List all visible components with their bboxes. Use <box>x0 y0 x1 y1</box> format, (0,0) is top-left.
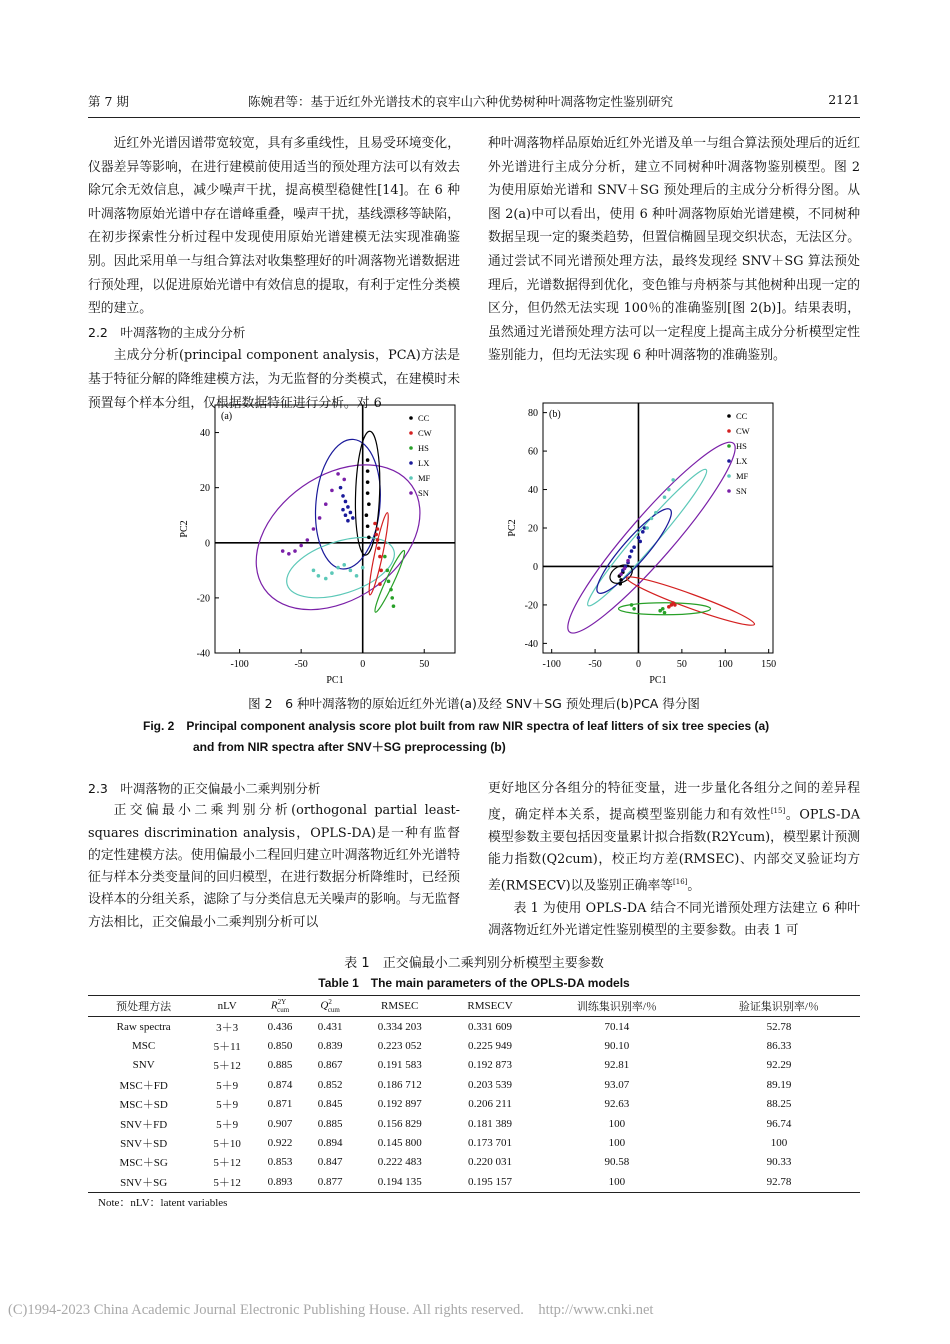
table-cell: 0.181 389 <box>468 1117 513 1130</box>
table-cell: 5＋9 <box>216 1099 239 1112</box>
confidence-ellipse <box>581 463 714 612</box>
data-point <box>383 555 387 559</box>
table-cell: 90.10 <box>604 1040 630 1053</box>
data-point <box>342 478 346 482</box>
page-number: 2121 <box>828 92 860 107</box>
x-tick-label: 0 <box>360 659 366 670</box>
table-cell: 0.191 583 <box>377 1059 422 1072</box>
data-point <box>628 555 632 559</box>
data-point <box>293 549 297 553</box>
data-point <box>351 516 355 520</box>
data-point <box>637 536 641 540</box>
section-heading: 2.2 叶凋落物的主成分分析 <box>88 324 246 340</box>
table-cell: 3＋3 <box>216 1021 239 1034</box>
y-tick-label: -20 <box>196 593 210 605</box>
legend-label: MF <box>736 471 749 481</box>
table-cell: 92.63 <box>604 1098 630 1111</box>
data-point <box>339 486 343 490</box>
x-tick-label: 50 <box>676 659 687 670</box>
data-point <box>341 508 345 512</box>
x-tick-label: -50 <box>294 659 308 670</box>
x-axis-label: PC1 <box>649 675 667 686</box>
data-point <box>287 552 291 556</box>
data-point <box>366 480 370 484</box>
data-point <box>366 491 370 495</box>
x-axis-label: PC1 <box>326 675 344 686</box>
data-point <box>336 566 340 570</box>
y-tick-label: 60 <box>528 446 538 458</box>
legend-label: MF <box>418 473 431 483</box>
table-cell: 0.334 203 <box>377 1020 422 1033</box>
table-cell: 88.25 <box>766 1098 792 1111</box>
table-cell: 0.885 <box>267 1059 293 1072</box>
legend-label: HS <box>418 443 429 453</box>
table-header-cell: RMSECV <box>444 996 536 1017</box>
table-cell: 0.867 <box>317 1059 343 1072</box>
data-point <box>365 513 369 517</box>
y-tick-label: 40 <box>528 485 538 497</box>
x-tick-label: 150 <box>761 659 777 670</box>
legend-marker <box>727 414 731 418</box>
panel-label: (b) <box>549 409 561 420</box>
data-point <box>366 458 370 462</box>
table-cell: 0.877 <box>305 1172 355 1192</box>
table-title-cn: 表 1 正交偏最小二乘判别分析模型主要参数 <box>344 956 604 971</box>
data-point <box>390 596 394 600</box>
data-point <box>377 546 381 550</box>
data-point <box>341 494 345 498</box>
legend-marker <box>727 444 731 448</box>
table-cell: SNV＋SD <box>120 1138 168 1151</box>
bottom-left-column <box>88 778 460 934</box>
table-cell: 0.220 031 <box>468 1156 513 1169</box>
table-cell: SNV＋SG <box>88 1172 199 1192</box>
y-tick-label: 0 <box>205 538 210 550</box>
table-row <box>88 1153 860 1172</box>
data-point <box>630 549 634 553</box>
legend-marker <box>409 416 413 420</box>
legend-label: LX <box>418 458 430 468</box>
pca-plot-b <box>507 403 776 686</box>
table-row <box>88 1095 860 1114</box>
table-cell: 100 <box>770 1137 788 1150</box>
data-point <box>663 495 667 499</box>
y-tick-label: 20 <box>528 523 538 535</box>
table-cell: 0.871 <box>267 1098 293 1111</box>
legend-label: CW <box>736 426 750 436</box>
data-point <box>317 574 321 578</box>
y-axis-label: PC2 <box>179 520 190 538</box>
confidence-ellipse <box>229 435 448 640</box>
data-point <box>346 519 350 523</box>
legend-marker <box>727 489 731 493</box>
data-point <box>638 540 642 544</box>
data-point <box>626 559 630 563</box>
bottom-right-column <box>488 778 860 943</box>
confidence-ellipse <box>624 571 757 631</box>
table-cell: SNV <box>132 1059 155 1072</box>
table-cell: MSC <box>132 1040 156 1053</box>
data-point <box>367 535 371 539</box>
legend-label: LX <box>736 456 748 466</box>
table-cell: 0.847 <box>317 1156 343 1169</box>
y-tick-label: -40 <box>524 638 538 650</box>
table-cell: 0.874 <box>267 1078 293 1091</box>
data-point <box>618 582 622 586</box>
table-cell: 0.850 <box>267 1040 293 1053</box>
x-tick-label: 100 <box>717 659 733 670</box>
confidence-ellipse <box>553 429 750 647</box>
data-point <box>632 607 636 611</box>
confidence-ellipse <box>310 437 385 572</box>
data-point <box>650 517 654 521</box>
data-point <box>387 580 391 584</box>
data-point <box>324 577 328 581</box>
text-run: 。OPLS-DA 模型参数主要包括因变量累计拟合指数(R2Ycum)，模型累计预测能力指数(Q2cum)，校正均方差(RMSEC)、内部交叉验证均方差(RMSECV)以及鉴别正确率等 <box>488 807 861 894</box>
table-row <box>88 1075 860 1094</box>
table-cell: 0.893 <box>255 1172 305 1192</box>
table-cell: 0.203 539 <box>468 1078 513 1091</box>
data-point <box>667 488 671 492</box>
data-point <box>619 572 623 576</box>
table-cell: Raw spectra <box>116 1020 171 1033</box>
table-cell: MSC＋SG <box>119 1157 168 1170</box>
table-cell: 5＋12 <box>213 1060 241 1073</box>
table-cell: 92.78 <box>698 1172 860 1192</box>
data-point <box>376 538 380 542</box>
pca-figure <box>175 395 795 695</box>
data-point <box>324 502 328 506</box>
legend-marker <box>727 429 731 433</box>
x-tick-label: -50 <box>588 659 602 670</box>
y-tick-label: -20 <box>524 600 538 612</box>
table-cell: 5＋11 <box>213 1041 241 1054</box>
table-cell: 0.145 800 <box>377 1137 422 1150</box>
x-tick-label: 0 <box>635 659 641 670</box>
table-cell: SNV＋FD <box>120 1118 168 1131</box>
section-heading: 2.3 叶凋落物的正交偏最小二乘判别分析 <box>88 781 321 796</box>
data-point <box>342 563 346 567</box>
caption-en-line-2: and from NIR spectra after SNV＋SG preprocessing (b) <box>193 740 506 754</box>
data-point <box>661 607 665 611</box>
x-tick-label: -100 <box>230 659 249 670</box>
table-cell: 0.195 157 <box>444 1172 536 1192</box>
y-tick-label: 0 <box>533 561 538 573</box>
table-cell: 0.206 211 <box>468 1098 512 1111</box>
pca-plot-a <box>179 405 455 686</box>
table-cell: 0.192 897 <box>377 1098 422 1111</box>
table-cell: 0.194 135 <box>355 1172 444 1192</box>
table-cell: 0.894 <box>317 1137 343 1150</box>
text-run: 更好地区分各组分的特征变量，进一步量化各组分之间的差异程度，确定样本关系，提高模型鉴别能力和有效性 <box>488 781 860 823</box>
table-cell: 5＋9 <box>216 1079 239 1092</box>
table-cell: 0.436 <box>267 1020 293 1033</box>
data-point <box>344 500 348 504</box>
y-tick-label: 40 <box>200 428 210 440</box>
y-tick-label: 20 <box>200 483 210 495</box>
data-point <box>318 516 322 520</box>
table-title-en: Table 1 The main parameters of the OPLS-DA models <box>318 976 630 990</box>
legend-marker <box>409 446 413 450</box>
figure-caption-en <box>143 716 843 758</box>
legend-label: CW <box>418 428 432 438</box>
x-tick-label: 50 <box>419 659 430 670</box>
legend-marker <box>409 461 413 465</box>
paragraph: 主成分分析(principal component analysis，PCA)方法是基于特征分解的降维建模方法，为无监督的分类模式，在建模时未预置每个样本分组，仅根据数据特征进行分析。对 6 <box>88 348 460 411</box>
data-point <box>379 569 383 573</box>
table-cell: 90.58 <box>604 1156 630 1169</box>
table-cell: 52.78 <box>766 1020 792 1033</box>
data-point <box>641 530 645 534</box>
legend-label: SN <box>736 486 747 496</box>
data-point <box>623 567 627 571</box>
table-header-row <box>88 996 860 1017</box>
data-point <box>336 472 340 476</box>
data-point <box>344 513 348 517</box>
table-cell: 100 <box>536 1172 698 1192</box>
data-point <box>632 545 636 549</box>
data-point <box>312 527 316 531</box>
legend-marker <box>727 459 731 463</box>
data-point <box>376 527 380 531</box>
data-point <box>386 569 390 573</box>
table-cell: 5＋12 <box>199 1172 255 1192</box>
table-cell: 100 <box>608 1137 626 1150</box>
data-point <box>373 522 377 526</box>
data-point <box>389 588 393 592</box>
data-point <box>673 603 677 607</box>
x-tick-label: -100 <box>542 659 561 670</box>
table-cell: MSC＋SD <box>119 1099 168 1112</box>
paragraph <box>488 778 860 898</box>
data-point <box>366 524 370 528</box>
table-cell: 93.07 <box>604 1078 630 1091</box>
issue-number: 第 7 期 <box>88 94 129 109</box>
table-cell: 96.74 <box>766 1117 792 1130</box>
table-cell: 5＋9 <box>216 1118 239 1131</box>
table-cell: 5＋12 <box>213 1157 241 1170</box>
table-row <box>88 1133 860 1152</box>
y-tick-label: 80 <box>528 408 538 420</box>
data-point <box>312 569 316 573</box>
data-point <box>299 544 303 548</box>
running-title: 陈婉君等：基于近红外光谱技术的哀牢山六种优势树种叶凋落物定性鉴别研究 <box>248 94 674 109</box>
data-point <box>645 526 649 530</box>
data-point <box>330 571 334 575</box>
data-point <box>349 569 353 573</box>
data-point <box>378 582 382 586</box>
citation[interactable]: [15] <box>770 807 786 816</box>
table-cell: 86.33 <box>766 1040 792 1053</box>
data-point <box>367 502 371 506</box>
table-cell: 0.186 712 <box>377 1078 422 1091</box>
table-cell: 0.852 <box>317 1078 343 1091</box>
data-point <box>374 533 378 537</box>
header-rule <box>88 117 860 118</box>
table-note: Note：nLV：latent variables <box>98 1197 228 1209</box>
data-point <box>346 505 350 509</box>
table-cell: 0.845 <box>317 1098 343 1111</box>
table-cell: 70.14 <box>604 1020 630 1033</box>
table-cell: 0.853 <box>267 1156 293 1169</box>
citation[interactable]: [16] <box>673 878 688 887</box>
table-row <box>88 1017 860 1037</box>
table-header-cell: 预处理方法 <box>88 996 199 1017</box>
paragraph: 表 1 为使用 OPLS-DA 结合不同光谱预处理方法建立 6 种叶凋落物近红外光谱定性鉴别模型的主要参数。由表 1 可 <box>488 901 860 939</box>
table-row <box>88 1056 860 1075</box>
table-row <box>88 1036 860 1055</box>
legend-marker <box>409 431 413 435</box>
table-header-cell: 验证集识别率/％ <box>698 996 860 1017</box>
legend-label: HS <box>736 441 747 451</box>
data-point <box>306 538 310 542</box>
data-point <box>663 611 667 615</box>
legend-marker <box>409 491 413 495</box>
confidence-ellipse <box>279 526 402 610</box>
y-axis-label: PC2 <box>507 519 518 537</box>
data-point <box>378 555 382 559</box>
y-tick-label: -40 <box>196 648 210 660</box>
data-point <box>630 603 634 607</box>
table-cell: 0.907 <box>267 1117 293 1130</box>
right-column <box>488 132 860 368</box>
data-point <box>619 578 623 582</box>
text-run: 。 <box>687 878 701 894</box>
table-header-cell: 训练集识别率/％ <box>536 996 698 1017</box>
data-point <box>361 566 365 570</box>
table-row <box>88 1114 860 1133</box>
table-cell: 0.885 <box>317 1117 343 1130</box>
paragraph: 正交偏最小二乘判别分析(orthogonal partial least-squares discrimination analysis，OPLS-DA)是一种有监督的定性建模方法。使用偏最小二程回归建立叶凋落物近红外光谱特征与样本分类变量间的回归模型，在进行数据分析降维时，已经预设样本的分组关系，滤除了与分类信息无关噪声的影响。与无监督方法相比，正交偏最小二乘判别分析可以 <box>88 803 460 930</box>
table-cell: 0.223 052 <box>377 1040 422 1053</box>
data-point <box>281 549 285 553</box>
table-header-cell: $Q^2_{cum}$ <box>305 996 355 1017</box>
table-row <box>88 1172 860 1192</box>
copyright-footer: (C)1994-2023 China Academic Journal Electronic Publishing House. All rights reserved. http://www.cnki.net <box>8 1302 654 1318</box>
left-column <box>88 132 460 415</box>
table-header-cell: $R^{2Y}_{cum}$ <box>255 996 305 1017</box>
table-cell: 0.192 873 <box>468 1059 513 1072</box>
table-cell: 0.225 949 <box>468 1040 513 1053</box>
legend-marker <box>409 476 413 480</box>
table-cell: 0.431 <box>317 1020 343 1033</box>
data-point <box>330 489 334 493</box>
table-cell: 89.19 <box>766 1078 792 1091</box>
table-header-cell: RMSEC <box>355 996 444 1017</box>
table-cell: 92.81 <box>604 1059 630 1072</box>
legend-label: CC <box>736 411 748 421</box>
table-cell: 0.222 483 <box>377 1156 422 1169</box>
legend-marker <box>727 474 731 478</box>
table-cell: 0.839 <box>317 1040 343 1053</box>
table-cell: 0.156 829 <box>377 1117 422 1130</box>
opls-da-parameters-table <box>88 995 860 1193</box>
figure-caption-cn: 图 2 6 种叶凋落物的原始近红外光谱(a)及经 SNV＋SG 预处理后(b)PCA 得分图 <box>248 696 700 711</box>
data-point <box>355 574 359 578</box>
legend-label: CC <box>418 413 430 423</box>
running-header <box>88 92 860 114</box>
paragraph: 近红外光谱因谱带宽较宽，具有多重线性，且易受环境变化，仪器差异等影响，在进行建模前使用适当的预处理方法可以有效去除冗余无效信息，减少噪声干扰，提高模型稳健性[14]。在 6 种叶凋落物原始光谱中存在谱峰重叠，噪声干扰，基线漂移等缺陷，在初步探索性分析过程中发现使用原始光谱建模无法实现准确鉴别。因此采用单一与组合算法对收集整理好的叶凋落物光谱数据进行预处理，以促进原始光谱中有效信息的提取，有利于定性分类模型的建立。 <box>88 136 460 317</box>
data-point <box>654 511 658 515</box>
table-cell: 92.29 <box>766 1059 792 1072</box>
data-point <box>349 511 353 515</box>
table-cell: 100 <box>608 1117 626 1130</box>
table-cell: 0.173 701 <box>468 1137 513 1150</box>
caption-en-line-1: Fig. 2 Principal component analysis score plot built from raw NIR spectra of leaf litters of six tree species (a) <box>143 719 770 733</box>
table-cell: 0.922 <box>267 1137 293 1150</box>
table-cell: 90.33 <box>766 1156 792 1169</box>
data-point <box>392 604 396 608</box>
table-cell: MSC＋FD <box>119 1079 168 1092</box>
data-point <box>671 478 675 482</box>
table-cell: 0.331 609 <box>468 1020 513 1033</box>
table-header-cell: nLV <box>199 996 255 1017</box>
legend-label: SN <box>418 488 429 498</box>
paragraph: 种叶凋落物样品原始近红外光谱及单一与组合算法预处理后的近红外光谱进行主成分分析，建立不同树种叶凋落物鉴别模型。图 2 为使用原始光谱和 SNV＋SG 预处理后的主成分分析得分图。从图 2(a)中可以看出，使用 6 种叶凋落物原始光谱建模，不同树种数据呈现一定的聚类趋势，但置信椭圆呈现交织状态，无法区分。通过尝试不同光谱预处理方法，最终发现经 SNV＋SG 算法预处理后，光谱数据得到优化，变色锥与舟柄茶与其他树种出现一定的区分，但仍然无法实现 100％的准确鉴别[图 2(b)]。结果表明，虽然通过光谱预处理方法可以一定程度上提高主成分分析模型定性鉴别能力，但均无法实现 6 种叶凋落物的准确鉴别。 <box>488 136 860 364</box>
table-cell: 5＋10 <box>213 1138 241 1151</box>
data-point <box>366 469 370 473</box>
panel-label: (a) <box>221 411 233 422</box>
